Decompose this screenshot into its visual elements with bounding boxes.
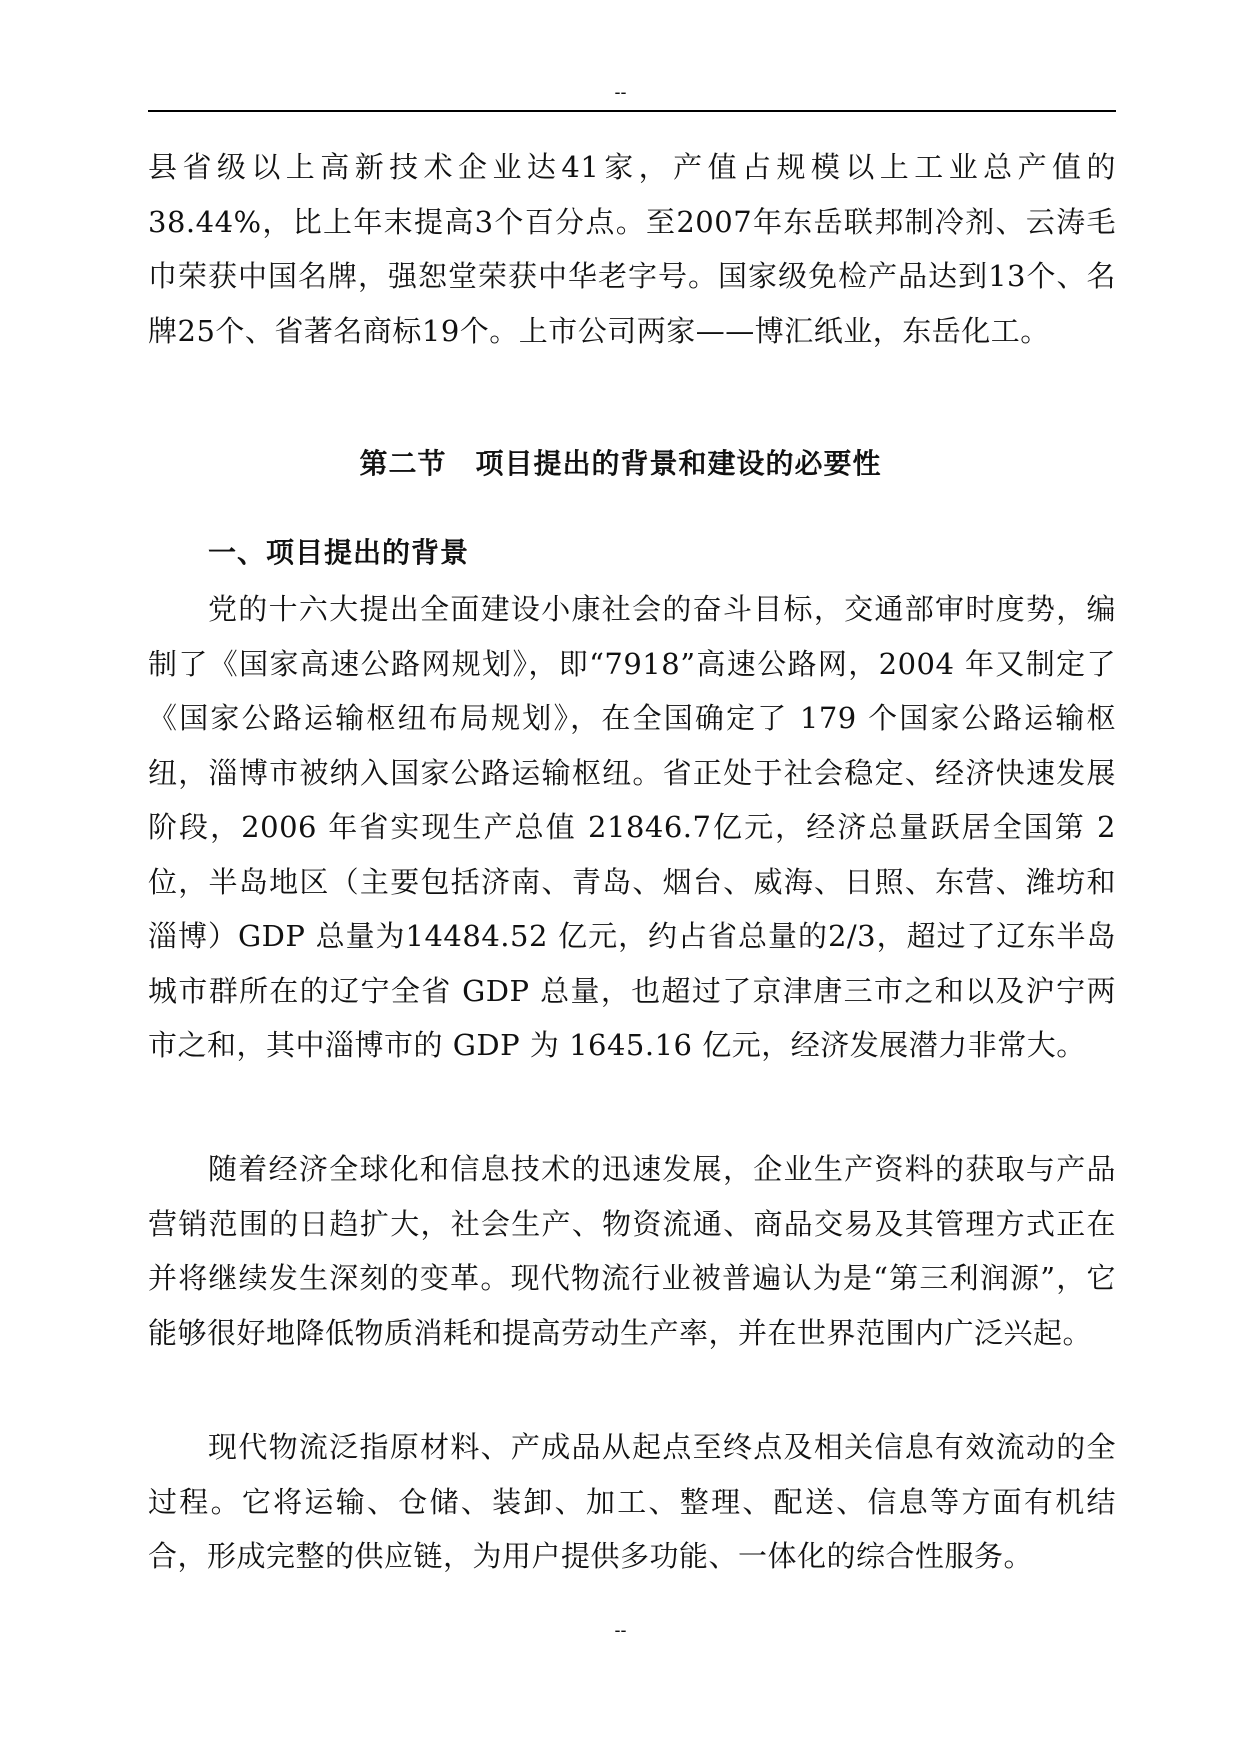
body-paragraph-block-2 [148, 1142, 1116, 1360]
body-paragraph-block-3 [148, 1420, 1116, 1584]
header-rule [148, 110, 1116, 112]
section-title: 第二节 项目提出的背景和建设的必要性 [359, 447, 882, 480]
body-paragraph: 随着经济全球化和信息技术的迅速发展，企业生产资料的获取与产品营销范围的日趋扩大，社会生产、物资流通、商品交易及其管理方式正在并将继续发生深刻的变革。现代物流行业被普遍认为是“第三利润源”，它能够很好地降低物质消耗和提高劳动生产率，并在世界范围内广泛兴起。 [148, 1152, 1116, 1350]
page-footer-mark: -- [614, 1620, 627, 1640]
intro-paragraph-block [148, 140, 1116, 358]
body-paragraph: 党的十六大提出全面建设小康社会的奋斗目标，交通部审时度势，编制了《国家高速公路网规划》，即“7918”高速公路网，2004 年又制定了《国家公路运输枢纽布局规划》，在全国确定了 179 个国家公路运输枢纽，淄博市被纳入国家公路运输枢纽。省正处于社会稳定、经济快速发展阶段，2006 年省实现生产总值 21846.7亿元，经济总量跃居全国第 2 位，半岛地区（主要包括济南、青岛、烟台、威海、日照、东营、潍坊和淄博）GDP 总量为14484.52 亿元，约占省总量的2/3，超过了辽东半岛城市群所在的辽宁全省 GDP 总量，也超过了京津唐三市之和以及沪宁两市之和，其中淄博市的 GDP 为 1645.16 亿元，经济发展潜力非常大。 [148, 592, 1116, 1062]
subsection-title: 一、项目提出的背景 [208, 536, 470, 569]
body-paragraph: 现代物流泛指原材料、产成品从起点至终点及相关信息有效流动的全过程。它将运输、仓储、装卸、加工、整理、配送、信息等方面有机结合，形成完整的供应链，为用户提供多功能、一体化的综合性服务。 [148, 1430, 1116, 1573]
page-header-mark: -- [614, 82, 627, 102]
body-paragraph-block-1 [148, 582, 1116, 1073]
intro-paragraph: 县省级以上高新技术企业达41家，产值占规模以上工业总产值的38.44%，比上年末提高3个百分点。至2007年东岳联邦制冷剂、云涛毛巾荣获中国名牌，强恕堂荣获中华老字号。国家级免检产品达到13个、名牌25个、省著名商标19个。上市公司两家——博汇纸业，东岳化工。 [148, 150, 1116, 348]
